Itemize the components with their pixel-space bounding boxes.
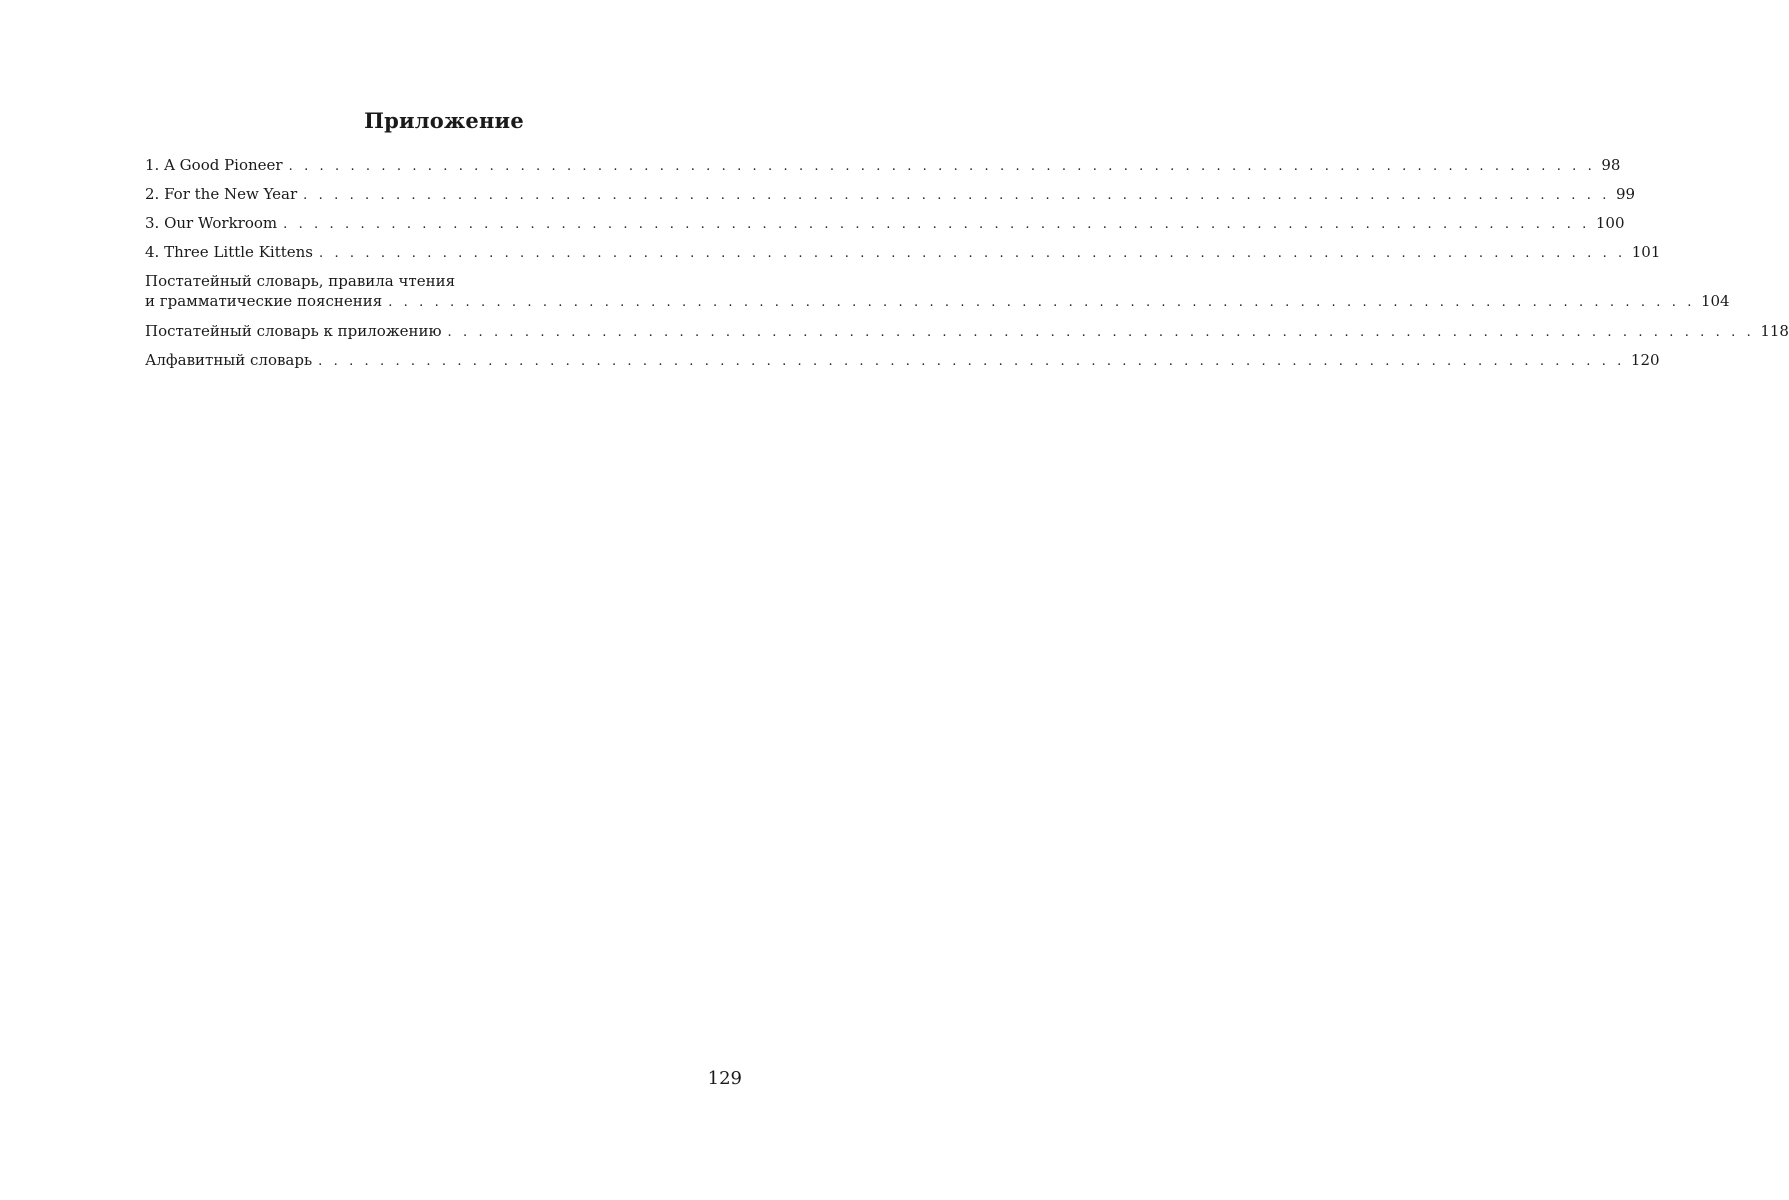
toc-entry-title: 2. For the New Year bbox=[145, 185, 298, 203]
toc-dot-leader: . . . . . . . . . . . . . . . . . . . . . . . . . . . . . . . . . . . . . . . . . . . . . . . . . . . . . . . . . . . . . . . . . . . . . . . . . . . . . . . . . . . . . bbox=[303, 188, 1610, 203]
toc-dot-leader: . . . . . . . . . . . . . . . . . . . . . . . . . . . . . . . . . . . . . . . . . . . . . . . . . . . . . . . . . . . . . . . . . . . . . . . . . . . . . . . . . . . . . bbox=[283, 217, 1590, 232]
toc-dot-leader: . . . . . . . . . . . . . . . . . . . . . . . . . . . . . . . . . . . . . . . . . . . . . . . . . . . . . . . . . . . . . . . . . . . . . . . . . . . . . . . . . . . . . bbox=[447, 325, 1755, 340]
toc-page-number: 101 bbox=[1631, 243, 1661, 261]
table-of-contents bbox=[145, 155, 1789, 379]
toc-page-number: 99 bbox=[1615, 185, 1636, 203]
toc-entry-title-line1: Постатейный словарь, правила чтения bbox=[145, 272, 456, 290]
toc-entry-title: и грамматические пояснения bbox=[145, 292, 383, 310]
toc-entry[interactable] bbox=[145, 321, 1789, 350]
toc-page-number: 118 bbox=[1760, 322, 1789, 340]
toc-entry[interactable] bbox=[145, 271, 1730, 321]
toc-entry[interactable] bbox=[145, 242, 1661, 271]
page-title: Приложение bbox=[364, 108, 524, 133]
toc-entry-title: 1. A Good Pioneer bbox=[145, 156, 283, 174]
toc-entry[interactable] bbox=[145, 184, 1636, 213]
toc-entry[interactable] bbox=[145, 350, 1660, 379]
toc-dot-leader: . . . . . . . . . . . . . . . . . . . . . . . . . . . . . . . . . . . . . . . . . . . . . . . . . . . . . . . . . . . . . . . . . . . . . . . . . . . . . . . . . . . . . bbox=[319, 246, 1626, 261]
toc-page-number: 98 bbox=[1601, 156, 1621, 174]
toc-entry-title: Алфавитный словарь bbox=[145, 351, 313, 369]
toc-entry[interactable] bbox=[145, 155, 1621, 184]
toc-page-number: 104 bbox=[1700, 292, 1730, 310]
toc-dot-leader: . . . . . . . . . . . . . . . . . . . . . . . . . . . . . . . . . . . . . . . . . . . . . . . . . . . . . . . . . . . . . . . . . . . . . . . . . . . . . . . . . . . . . bbox=[318, 354, 1625, 369]
toc-page-number: 120 bbox=[1630, 351, 1660, 369]
page-number: 129 bbox=[707, 1068, 742, 1089]
toc-entry-title: 3. Our Workroom bbox=[145, 214, 278, 232]
toc-page-number: 100 bbox=[1595, 214, 1625, 232]
toc-entry[interactable] bbox=[145, 213, 1625, 242]
toc-entry-title: 4. Three Little Kittens bbox=[145, 243, 313, 261]
toc-dot-leader: . . . . . . . . . . . . . . . . . . . . . . . . . . . . . . . . . . . . . . . . . . . . . . . . . . . . . . . . . . . . . . . . . . . . . . . . . . . . . . . . . . . . . bbox=[388, 295, 1695, 310]
toc-entry-title: Постатейный словарь к приложению bbox=[145, 322, 442, 340]
toc-dot-leader: . . . . . . . . . . . . . . . . . . . . . . . . . . . . . . . . . . . . . . . . . . . . . . . . . . . . . . . . . . . . . . . . . . . . . . . . . . . . . . . . . . . . . bbox=[288, 159, 1596, 174]
